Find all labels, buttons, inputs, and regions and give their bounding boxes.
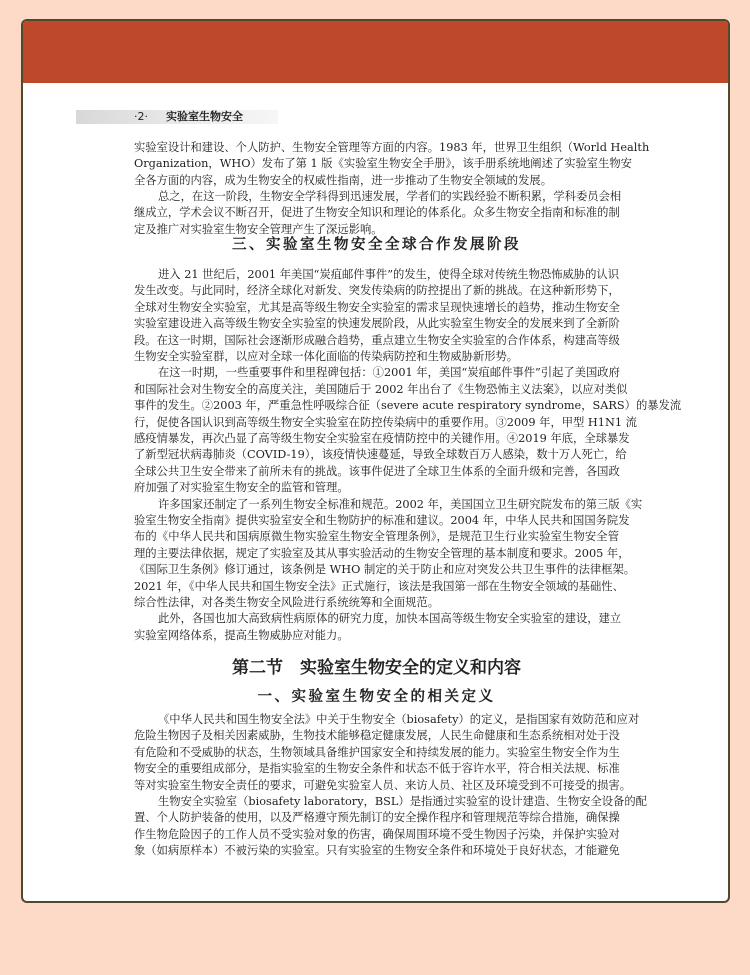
text-line: 继成立，学术会议不断召开，促进了生物安全知识和理论的体系化。众多生物安全指南和标准的制 <box>134 206 620 220</box>
document-page <box>21 19 730 903</box>
text-line: 事件的发生。②2003 年，严重急性呼吸综合征（severe acute respiratory syndrome，SARS）的暴发流 <box>134 399 682 413</box>
paragraph-bsl-definition <box>134 794 647 860</box>
text-line: 物安全的重要组成部分，是指实验室的生物安全条件和状态不低于容许水平，符合相关法规、标准 <box>134 762 620 776</box>
text-line: 总之，在这一阶段，生物安全学科得到迅速发展，学者们的实践经验不断积累，学科委员会相 <box>158 190 622 203</box>
text-line: 实验室网络体系，提高生物威胁应对能力。 <box>134 628 349 642</box>
text-line: 《中华人民共和国生物安全法》中关于生物安全（biosafety）的定义，是指国家有效防范和应对 <box>158 713 640 726</box>
paragraph-standards <box>134 497 643 612</box>
text-line: 理的主要法律依据，规定了实验室及其从事实验活动的生物安全管理的基本制度和要求。2005 年， <box>134 546 630 560</box>
text-line: 2021 年，《中华人民共和国生物安全法》正式施行，该法是我国第一部在生物安全领域的基础性、 <box>134 579 624 593</box>
text-line: 行，促使各国认识到高等级生物安全实验室在防控传染病中的重要作用。③2009 年，甲型 H1N1 流 <box>134 415 637 429</box>
text-line: 和国际社会对生物安全的高度关注，美国随后于 2002 年出台了《生物恐怖主义法案》，以应对类似 <box>134 382 628 396</box>
text-line: 综合性法律，对各类生物安全风险进行系统统筹和全面规范。 <box>134 595 440 609</box>
heading-definitions: 一、实验室生物安全的相关定义 <box>257 688 496 705</box>
page-number: ·2· <box>134 110 148 123</box>
text-line: 生物安全实验室群，以应对全球一体化面临的传染病防控和生物威胁新形势。 <box>134 349 519 363</box>
text-line: 全各方面的内容，成为生物安全的权威性指南，进一步推动了生物安全领域的发展。 <box>134 173 552 187</box>
text-line: 许多国家还制定了一系列生物安全标准和规范。2002 年，美国国立卫生研究院发布的第三版《实 <box>158 497 643 511</box>
header-bar <box>23 21 728 83</box>
running-header <box>76 110 278 124</box>
text-line: 危险生物因子及相关因素威胁，生物技术能够稳定健康发展，人民生命健康和生态系统相对处于没 <box>134 729 620 743</box>
paragraph-21st-century <box>134 267 619 365</box>
paragraph-biosafety-definition <box>134 712 640 794</box>
heading-global-cooperation: 三、实验室生物安全全球合作发展阶段 <box>232 236 521 253</box>
section-heading: 第二节 实验室生物安全的定义和内容 <box>232 658 521 678</box>
text-line: Organization，WHO）发布了第 1 版《实验室生物安全手册》，该手册系统地阐述了实验室生物安 <box>134 157 632 171</box>
text-line: 全球公共卫生安全带来了前所未有的挑战。该事件促进了全球卫生体系的全面升级和完善，各国政 <box>134 464 620 478</box>
text-line: 在这一时期，一些重要事件和里程碑包括：①2001 年，美国“炭疽邮件事件”引起了美国政府 <box>158 366 620 380</box>
text-line: 段。在这一时期，国际社会逐渐形成融合趋势，重点建立生物安全实验室的合作体系，构建高等级 <box>134 333 620 347</box>
text-line: 发生改变。与此同时，经济全球化对新发、突发传染病的防控提出了新的挑战。在这种新形势下， <box>134 284 620 298</box>
text-line: 实验室建设进入高等级生物安全实验室的快速发展阶段，从此实验室生物安全的发展来到了全新阶 <box>134 317 620 331</box>
text-line: 府加强了对实验室生物安全的监管和管理。 <box>134 481 349 495</box>
paragraph-who-manual <box>134 140 650 189</box>
text-line: 布的《中华人民共和国病原微生物实验室生物安全管理条例》，是规范卫生行业实验室生物安全管 <box>134 530 619 544</box>
text-line: 感疫情暴发，再次凸显了高等级生物安全实验室在疫情防控中的关键作用。④2019 年底，全球暴发 <box>134 431 630 445</box>
text-line: 了新型冠状病毒肺炎（COVID-19），该疫情快速蔓延，导致全球数百万人感染，数十万人死亡，给 <box>134 448 627 462</box>
text-line: 置、个人防护装备的使用，以及严格遵守预先制订的安全操作程序和管理规范等综合措施，确保操 <box>134 811 620 825</box>
text-line: 等对实验室生物安全责任的要求，可避免实验室人员、来访人员、社区及环境受到不可接受的损害。 <box>134 778 632 792</box>
text-line: 此外，各国也加大高致病性病原体的研究力度，加快本国高等级生物安全实验室的建设，建立 <box>158 612 622 626</box>
text-line: 验室生物安全指南》提供实验室安全和生物防护的标准和建议。2004 年，中华人民共和国国务院发 <box>134 513 630 527</box>
text-line: 全球对生物安全实验室，尤其是高等级生物安全实验室的需求呈现快速增长的趋势，推动生物安全 <box>134 300 620 314</box>
text-line: 有危险和不受威胁的状态，生物领域具备维护国家安全和持续发展的能力。实验室生物安全作为生 <box>134 745 620 759</box>
running-title: 实验室生物安全 <box>166 110 243 123</box>
paragraph-research <box>134 611 622 644</box>
paragraph-summary <box>134 189 622 238</box>
paragraph-milestones <box>134 365 682 496</box>
text-line: 生物安全实验室（biosafety laboratory，BSL）是指通过实验室的设计建造、生物安全设备的配 <box>158 795 647 808</box>
text-line: 进入 21 世纪后，2001 年美国“炭疽邮件事件”的发生，使得全球对传统生物恐怖威胁的认识 <box>158 268 619 281</box>
text-line: 定及推广对实验室生物安全管理产生了深远影响。 <box>134 222 383 236</box>
text-line: 象（如病原样本）不被污染的实验室。只有实验室的生物安全条件和环境处于良好状态，才能避免 <box>134 844 620 858</box>
text-line: 作生物危险因子的工作人员不受实验对象的伤害，确保周围环境不受生物因子污染，并保护实验对 <box>134 827 620 841</box>
text-line: 《国际卫生条例》修订通过，该条例是 WHO 制定的关于防止和应对突发公共卫生事件的法律框架。 <box>134 563 636 577</box>
text-line: 实验室设计和建设、个人防护、生物安全管理等方面的内容。1983 年，世界卫生组织（World Health <box>134 141 650 154</box>
